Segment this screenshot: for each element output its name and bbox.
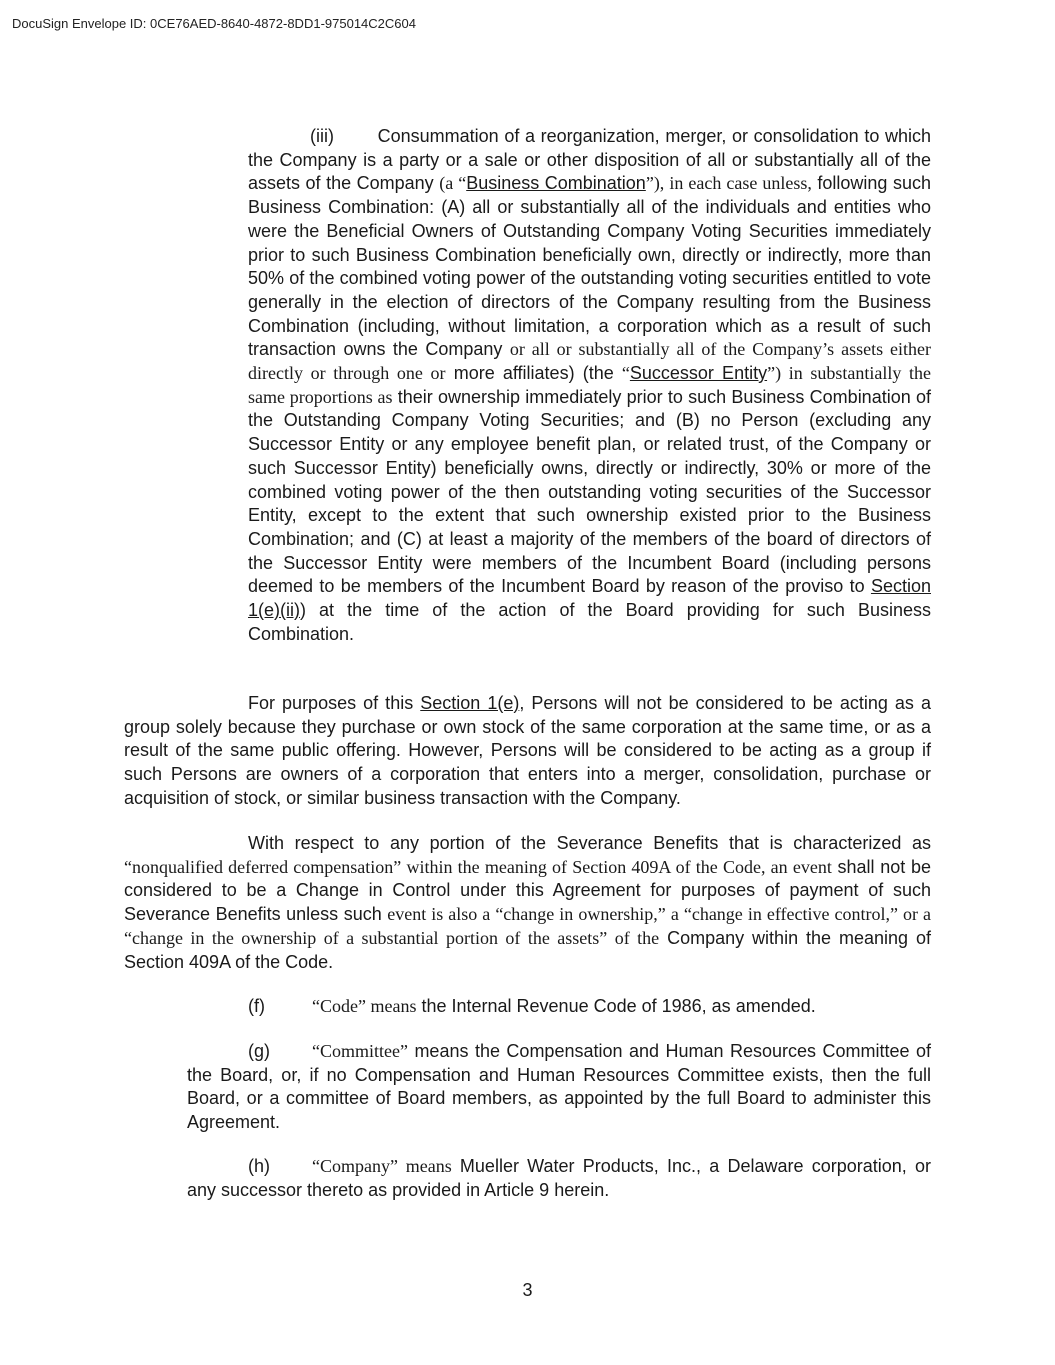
definition-marker: (g) (248, 1041, 270, 1061)
paragraph-text: , Persons will not be considered to be acting as a group solely because they purchase or own stock of the same corporation at the same time, or as a result of the same public offering. However, Persons will be considered to be acting as a group if such Persons are owners of a corporation that enters into a merger, consolidation, purchase or acquisition of stock, or similar business transaction with the Company. (124, 693, 931, 808)
paragraph-iii (248, 125, 931, 646)
paragraph-text: Consummation of a reorganization, merger, or consolidation to which the Company is a party or a sale or other disposition of all or substantially all of the assets of the Company (248, 126, 931, 194)
definition-marker: (h) (248, 1156, 270, 1176)
paragraph-409a (124, 832, 931, 974)
paragraph-text: following such Business Combination: (A) all or substantially all of the individuals and entities who were the Beneficial Owners of Outstanding Company Voting Securities immediately prior to such Business Combination beneficially own, directly or indirectly, more than 50% of the combined voting power of the outstanding voting securities entitled to vote generally in the election of directors of the Company resulting from the Business Combination (including, without limitation, a corporation which as a result of such transaction owns the Company (248, 173, 931, 360)
paragraph-marker: (iii) (310, 126, 334, 146)
paragraph-text: more affiliates) (the (445, 363, 622, 384)
paragraph-text: With respect to any portion of the Severance Benefits that is characterized as (248, 833, 931, 853)
paragraph-text: means the Compensation and Human Resources Committee of the Board, or, if no Compensation and Human Resources Committee exists, then the full Board, or a committee of Board members, as appointed by the full Board to administer this Agreement. (187, 1041, 931, 1133)
paragraph-text: their ownership immediately prior to such Business Combination of the Outstanding Company Voting Securities; and (B) no Person (excluding any Successor Entity or any employee benefit plan, or related trust, of the Company or such Successor Entity) beneficially owns, directly or indirectly, 30% or more of the combined voting power of the then outstanding voting securities of the Successor Entity, except to the extent that such ownership existed prior to the Business Combination; and (C) at least a majority of the members of the board of directors of the Successor Entity were members of the Incumbent Board (including persons deemed to be members of the Incumbent Board by reason of the proviso to (248, 386, 931, 597)
paragraph-text: ”) in substantially the same proportions as (248, 363, 931, 407)
section-reference: Section 1(e) (420, 693, 520, 713)
definition-marker: (f) (248, 996, 265, 1016)
paragraph-text: (a “ (439, 173, 467, 194)
paragraph-text: “nonqualified deferred compensation” within the meaning of Section 409A of the Code, an event (124, 856, 832, 877)
page-number: 3 (522, 1280, 533, 1300)
paragraph-text: means (397, 1156, 452, 1176)
definition-h (187, 1155, 931, 1202)
paragraph-purposes (124, 692, 931, 811)
paragraph-text: the Internal Revenue Code of 1986, as amended. (416, 996, 816, 1016)
paragraph-text: “ (621, 363, 630, 384)
defined-term-successor-entity: Successor Entity (629, 363, 768, 384)
defined-term: “Committee” (312, 1041, 408, 1061)
paragraph-text: Mueller Water Products, Inc., a Delaware corporation, or any successor thereto as provided in Article 9 herein. (187, 1156, 932, 1200)
paragraph-text: For purposes of this (248, 693, 421, 713)
paragraph-text: Company within the meaning of Section 409A of the Code. (124, 927, 931, 972)
definition-g (187, 1040, 931, 1135)
defined-term-business-combination: Business Combination (466, 173, 646, 194)
paragraph-text: ”), in each case unless, (645, 173, 812, 194)
definition-f (187, 995, 931, 1019)
section-reference: Section 1(e)(ii) (248, 576, 931, 621)
paragraph-text: ) at the time of the action of the Board providing for such Business Combination. (248, 600, 931, 644)
paragraph-text: event is also a “change in ownership,” a “change in effective control,” or a “change in the ownership of a substantial portion of the assets” of the (124, 904, 931, 948)
paragraph-text: shall not be considered to be a Change in Control under this Agreement for purposes of payment of such Severance Benefits unless such (124, 856, 931, 925)
defined-term: “Code” means (312, 996, 417, 1016)
docusign-envelope-id: DocuSign Envelope ID: 0CE76AED-8640-4872-8DD1-975014C2C604 (12, 16, 416, 31)
defined-term: “Company” (312, 1156, 398, 1176)
paragraph-text: or all or substantially all of the Company’s assets either directly or through one or (248, 339, 931, 384)
